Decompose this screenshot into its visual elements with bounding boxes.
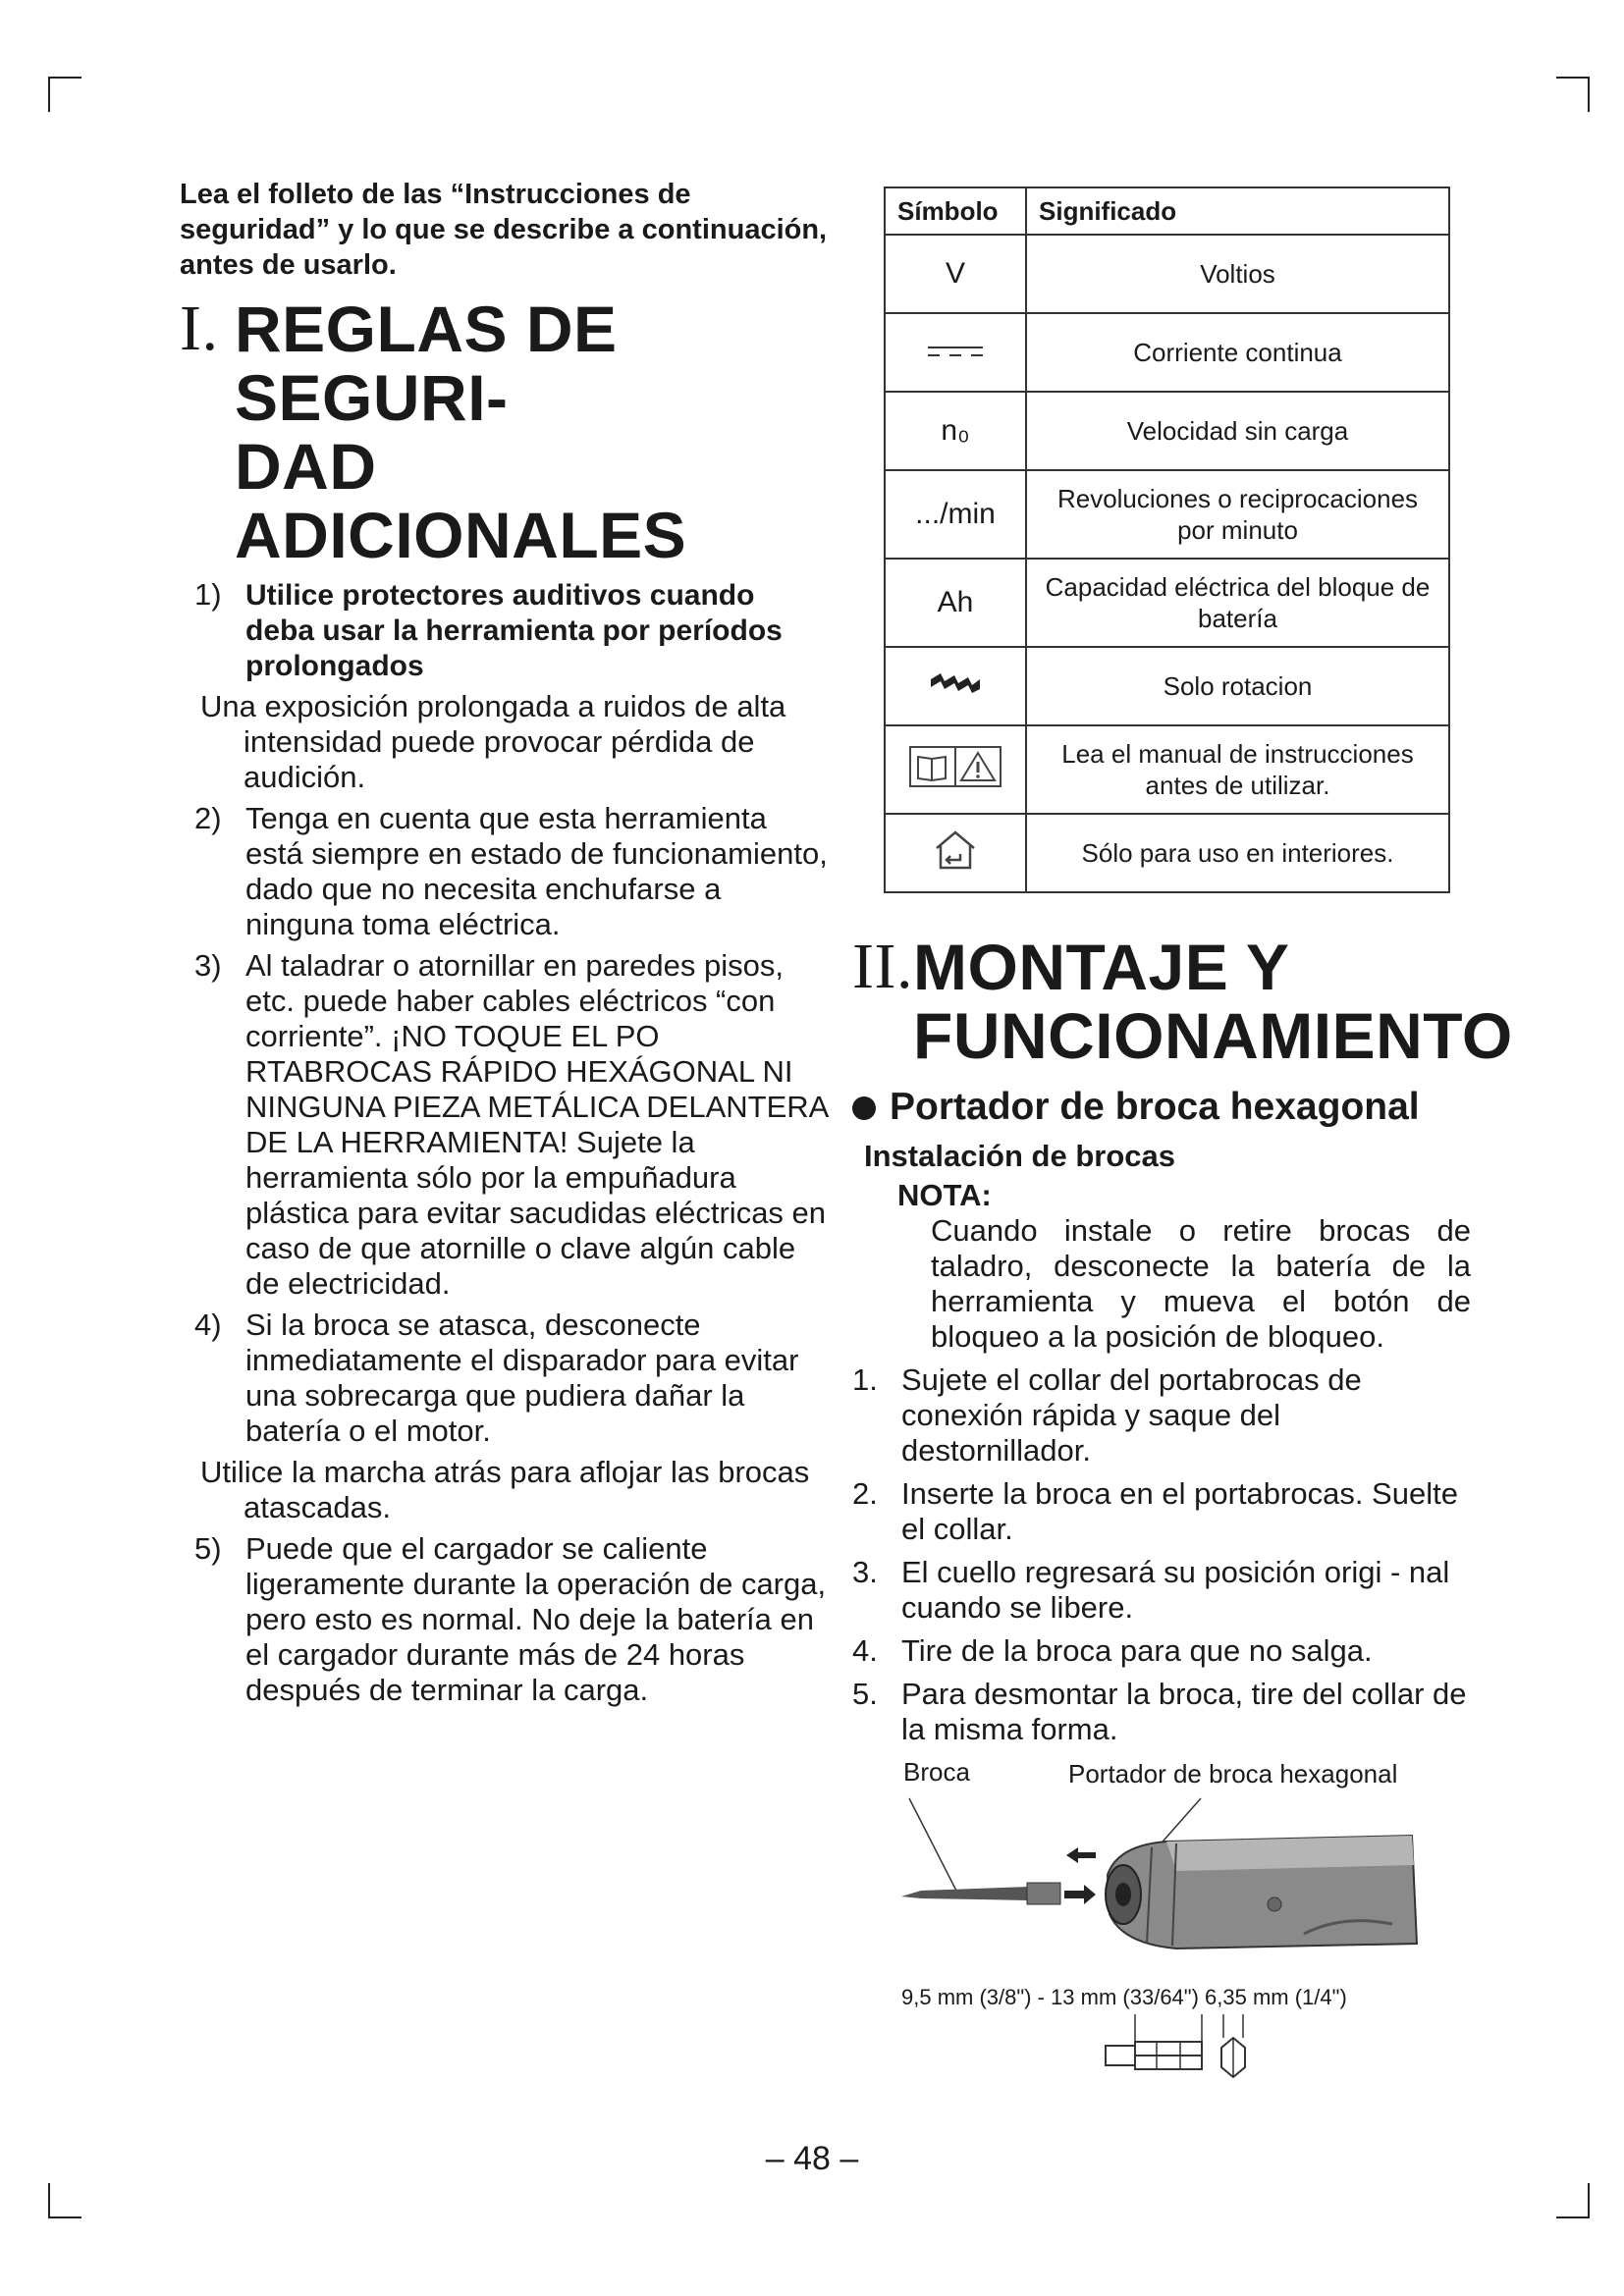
step-number: 4. — [852, 1633, 878, 1668]
crop-mark-bottom-left-h — [48, 2216, 81, 2218]
rule-item — [180, 948, 828, 1302]
symbol-no-load-speed: n₀ — [885, 392, 1026, 470]
section-2-roman: II. — [852, 931, 913, 1002]
rule-heading: Utilice protectores auditivos cuando deba usar la herramienta por períodos prolongados — [245, 579, 783, 682]
table-row — [885, 647, 1449, 725]
read-manual-warning-icon — [885, 725, 1026, 814]
symbol-volts: V — [885, 235, 1026, 313]
meaning-cell: Capacidad eléctrica del bloque de batería — [1026, 559, 1449, 647]
figure-label-bit: Broca — [903, 1757, 970, 1787]
bullet-dot-icon — [852, 1096, 876, 1120]
symbols-table — [884, 187, 1450, 893]
rule-number: 3) — [194, 948, 222, 983]
indoor-use-icon — [885, 814, 1026, 892]
rule-item — [180, 1531, 828, 1708]
step-text: Inserte la broca en el portabrocas. Suelte el collar. — [901, 1476, 1458, 1546]
note-label: NOTA: — [897, 1178, 992, 1212]
symbol-amp-hours: Ah — [885, 559, 1026, 647]
step-number: 5. — [852, 1677, 878, 1711]
crop-mark-top-right-v — [1588, 77, 1590, 112]
figure-label-holder: Portador de broca hexagonal — [1068, 1759, 1398, 1789]
rule-1-detail: Una exposición prolongada a ruidos de alta intensidad puede provocar pérdida de audición. — [200, 689, 786, 794]
direct-current-icon — [885, 313, 1026, 392]
section-2-title-line1: MONTAJE Y — [913, 931, 1290, 1003]
meaning-cell: Corriente continua — [1026, 313, 1449, 392]
rule-number: 1) — [194, 577, 222, 612]
table-header-symbol: Símbolo — [885, 187, 1026, 235]
section-1-title — [180, 294, 828, 569]
step-number: 1. — [852, 1362, 878, 1397]
table-row — [885, 814, 1449, 892]
rule-number: 4) — [194, 1308, 222, 1342]
step-text: El cuello regresará su posición origi - nal cuando se libere. — [901, 1555, 1450, 1625]
rule-item — [180, 577, 828, 683]
screwdriver-illustration — [882, 1787, 1451, 1983]
step-item — [852, 1362, 1471, 1468]
crop-mark-top-left-h — [48, 77, 81, 79]
table-row — [885, 392, 1449, 470]
figure-dimensions-text: 9,5 mm (3/8") - 13 mm (33/64") 6,35 mm (1/4") — [901, 1985, 1347, 2009]
table-header-row — [885, 187, 1449, 235]
rule-text: Al taladrar o atornillar en paredes pisos, etc. puede haber cables eléctricos “con corriente”. ¡NO TOQUE EL PO RTABROCAS RÁPIDO HEXÁGONAL NI NINGUNA PIEZA METÁLICA DELANTERA DE LA HERRAMIENTA! Sujete la herramienta sólo por la empuñadura plástica para evitar sacudidas eléctricas en caso de que atornille o clave algún cable de electricidad. — [245, 948, 828, 1301]
crop-mark-top-right-h — [1556, 77, 1590, 79]
section-1-title-line2: DAD ADICIONALES — [235, 430, 687, 571]
crop-mark-top-left-v — [48, 77, 50, 112]
note-text: Cuando instale o retire brocas de taladro, desconecte la batería de la herramienta y mueva el botón de bloqueo a la posición de bloqueo. — [931, 1213, 1471, 1354]
step-number: 2. — [852, 1476, 878, 1511]
rules-list — [180, 577, 828, 1708]
step-item — [852, 1677, 1471, 1747]
rule-text: Puede que el cargador se caliente ligeramente durante la operación de carga, pero esto es normal. No deje la batería en el cargador durante más de 24 horas después de terminar la carga. — [245, 1531, 827, 1707]
crop-mark-bottom-right-h — [1556, 2216, 1590, 2218]
section-2 — [852, 931, 1513, 2091]
step-number: 3. — [852, 1555, 878, 1589]
right-column — [852, 187, 1513, 2091]
section-1-roman: I. — [180, 293, 219, 364]
step-item — [852, 1555, 1471, 1626]
left-column — [180, 177, 828, 1714]
meaning-cell: Velocidad sin carga — [1026, 392, 1449, 470]
section-1-title-line1: REGLAS DE SEGURI- — [235, 293, 618, 434]
rule-number: 2) — [194, 801, 222, 835]
table-row — [885, 313, 1449, 392]
install-subheading: Instalación de brocas — [864, 1139, 1175, 1173]
rule-item — [180, 1308, 828, 1449]
rotation-only-icon — [885, 647, 1026, 725]
meaning-cell: Voltios — [1026, 235, 1449, 313]
rule-number: 5) — [194, 1531, 222, 1566]
step-text: Para desmontar la broca, tire del collar de la misma forma. — [901, 1677, 1467, 1746]
meaning-cell: Sólo para uso en interiores. — [1026, 814, 1449, 892]
bullet-heading — [852, 1084, 1471, 1131]
rule-text: Si la broca se atasca, desconecte inmediatamente el disparador para evitar una sobrecarga que pudiera dañar la batería o el motor. — [245, 1308, 799, 1448]
rule-item — [180, 801, 828, 942]
steps-list — [852, 1362, 1471, 1747]
meaning-cell: Solo rotacion — [1026, 647, 1449, 725]
table-row — [885, 470, 1449, 559]
table-row — [885, 559, 1449, 647]
bit-dimension-diagram — [1086, 2014, 1380, 2083]
meaning-cell: Revoluciones o reciprocaciones por minuto — [1026, 470, 1449, 559]
bit-install-figure — [862, 1757, 1471, 2091]
section-2-title — [852, 931, 1513, 1072]
table-row — [885, 235, 1449, 313]
section-2-title-line2: FUNCIONAMIENTO — [913, 999, 1513, 1072]
step-text: Tire de la broca para que no salga. — [901, 1633, 1373, 1668]
table-row — [885, 725, 1449, 814]
symbol-per-minute: .../min — [885, 470, 1026, 559]
meaning-cell: Lea el manual de instrucciones antes de utilizar. — [1026, 725, 1449, 814]
rule-text: Tenga en cuenta que esta herramienta está siempre en estado de funcionamiento, dado que no necesita enchufarse a ninguna toma eléctrica. — [245, 801, 828, 941]
bullet-heading-text: Portador de broca hexagonal — [890, 1086, 1420, 1128]
page-number: – 48 – — [765, 2140, 859, 2177]
crop-mark-bottom-left-v — [48, 2183, 50, 2218]
step-text: Sujete el collar del portabrocas de conexión rápida y saque del destornillador. — [901, 1362, 1362, 1468]
step-item — [852, 1633, 1471, 1669]
table-header-meaning: Significado — [1026, 187, 1449, 235]
rule-4-detail: Utilice la marcha atrás para aflojar las brocas atascadas. — [200, 1455, 810, 1524]
intro-text: Lea el folleto de las “Instrucciones de seguridad” y lo que se describe a continuación, antes de usarlo. — [180, 179, 828, 281]
step-item — [852, 1476, 1471, 1547]
crop-mark-bottom-right-v — [1588, 2183, 1590, 2218]
